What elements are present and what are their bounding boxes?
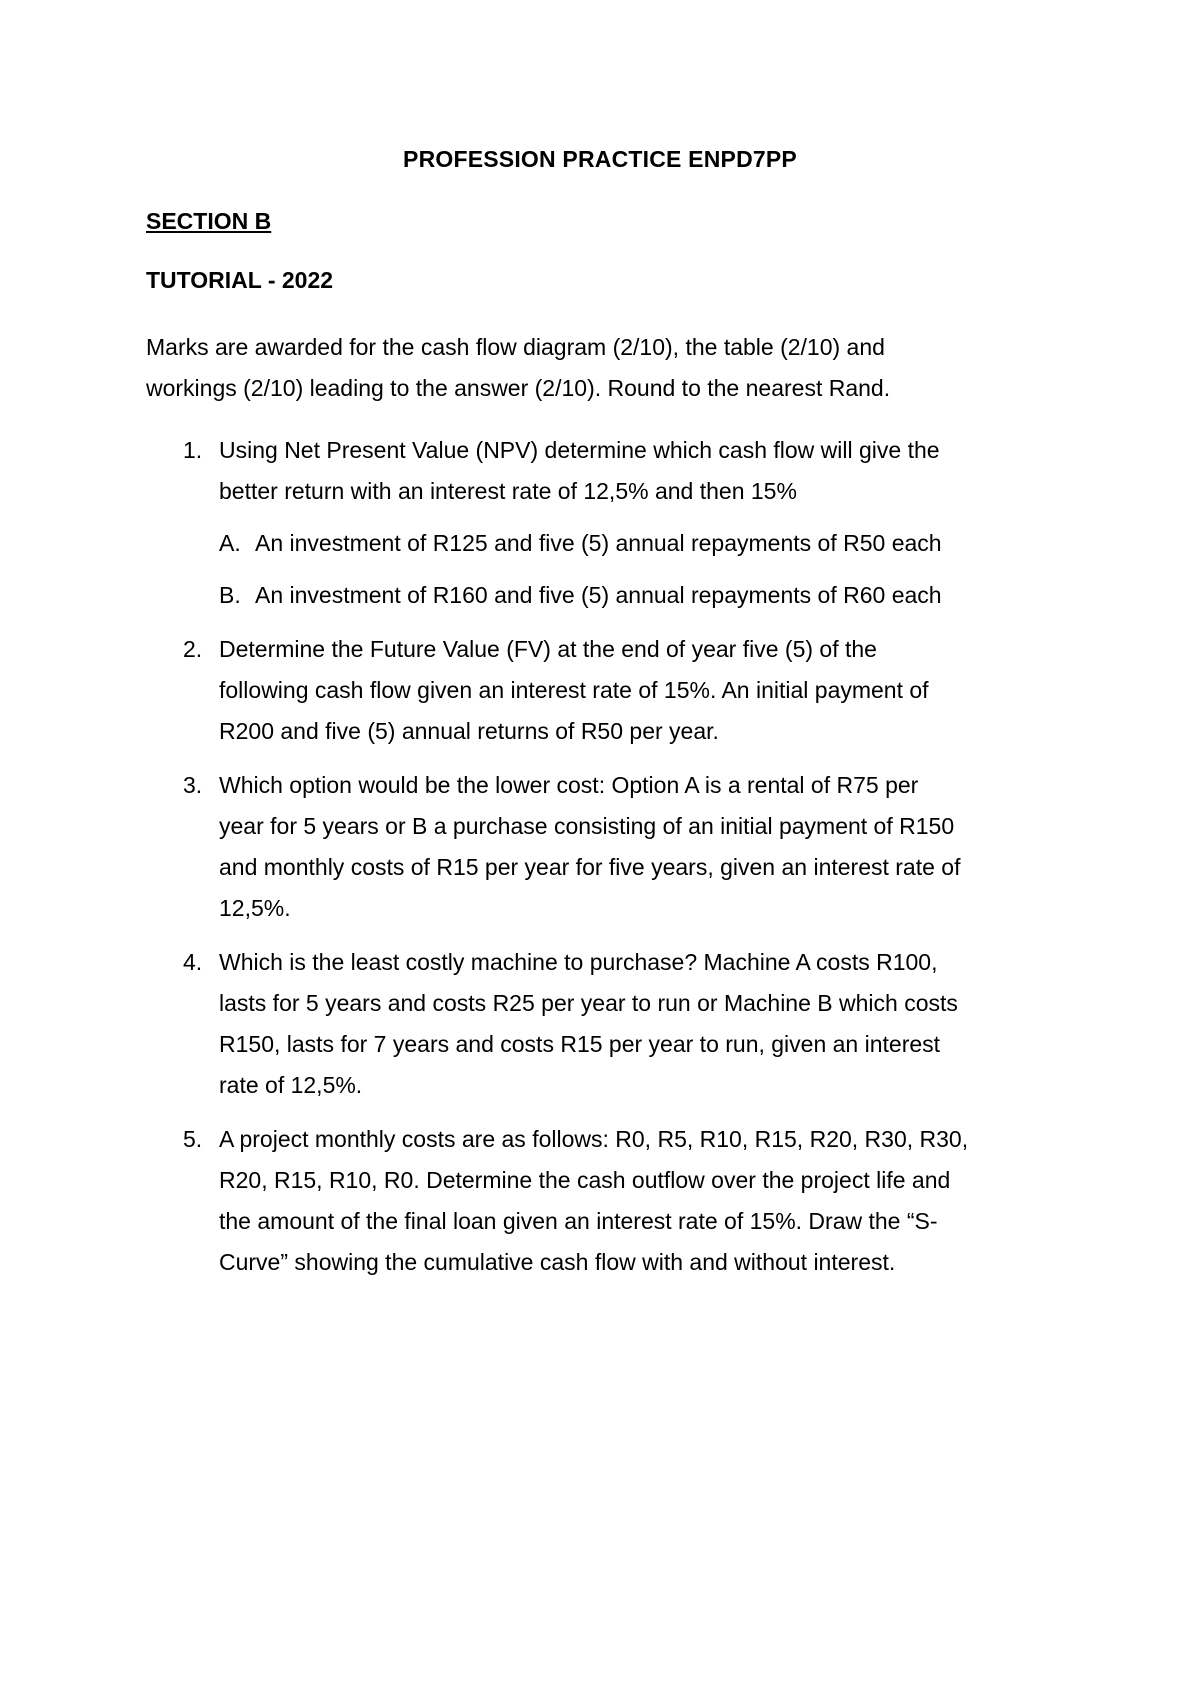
- question-line: Which option would be the lower cost: Option A is a rental of R75 per: [219, 772, 919, 798]
- question-line: R200 and five (5) annual returns of R50 per year.: [219, 718, 719, 744]
- sub-option-text: An investment of R160 and five (5) annual repayments of R60 each: [255, 582, 942, 608]
- question-5: [146, 1119, 1066, 1283]
- question-2: [146, 629, 1066, 752]
- sub-option-a: [219, 523, 1066, 564]
- question-line: Which is the least costly machine to purchase? Machine A costs R100,: [219, 949, 938, 975]
- question-1: [146, 430, 1066, 616]
- question-3: [146, 765, 1066, 929]
- question-list: [146, 430, 1066, 1296]
- sub-option-text: An investment of R125 and five (5) annual repayments of R50 each: [255, 530, 942, 556]
- question-line: Determine the Future Value (FV) at the end of year five (5) of the: [219, 636, 877, 662]
- question-line: better return with an interest rate of 12,5% and then 15%: [219, 478, 797, 504]
- intro-line: Marks are awarded for the cash flow diagram (2/10), the table (2/10) and: [146, 334, 885, 360]
- question-line: Curve” showing the cumulative cash flow with and without interest.: [219, 1249, 896, 1275]
- question-line: rate of 12,5%.: [219, 1072, 363, 1098]
- question-number: 4.: [183, 949, 203, 975]
- question-line: A project monthly costs are as follows: R0, R5, R10, R15, R20, R30, R30,: [219, 1126, 969, 1152]
- question-line: year for 5 years or B a purchase consisting of an initial payment of R150: [219, 813, 955, 839]
- question-line: Using Net Present Value (NPV) determine which cash flow will give the: [219, 437, 940, 463]
- question-line: following cash flow given an interest rate of 15%. An initial payment of: [219, 677, 929, 703]
- page-title: PROFESSION PRACTICE ENPD7PP: [403, 146, 797, 172]
- question-4: [146, 942, 1066, 1106]
- question-line: and monthly costs of R15 per year for five years, given an interest rate of: [219, 854, 961, 880]
- sub-option-letter: B.: [219, 582, 241, 608]
- question-number: 2.: [183, 636, 203, 662]
- question-line: R150, lasts for 7 years and costs R15 per year to run, given an interest: [219, 1031, 941, 1057]
- question-line: the amount of the final loan given an interest rate of 15%. Draw the “S-: [219, 1208, 938, 1234]
- intro-line: workings (2/10) leading to the answer (2/10). Round to the nearest Rand.: [146, 375, 891, 401]
- sub-option-b: [219, 575, 1066, 616]
- question-line: 12,5%.: [219, 895, 291, 921]
- intro-paragraph: [146, 327, 1066, 409]
- question-number: 5.: [183, 1126, 203, 1152]
- sub-option-letter: A.: [219, 530, 241, 556]
- question-number: 3.: [183, 772, 203, 798]
- question-line: lasts for 5 years and costs R25 per year to run or Machine B which costs: [219, 990, 958, 1016]
- section-heading: SECTION B: [146, 208, 272, 234]
- question-line: R20, R15, R10, R0. Determine the cash outflow over the project life and: [219, 1167, 951, 1193]
- question-number: 1.: [183, 437, 203, 463]
- tutorial-heading: TUTORIAL - 2022: [146, 267, 334, 293]
